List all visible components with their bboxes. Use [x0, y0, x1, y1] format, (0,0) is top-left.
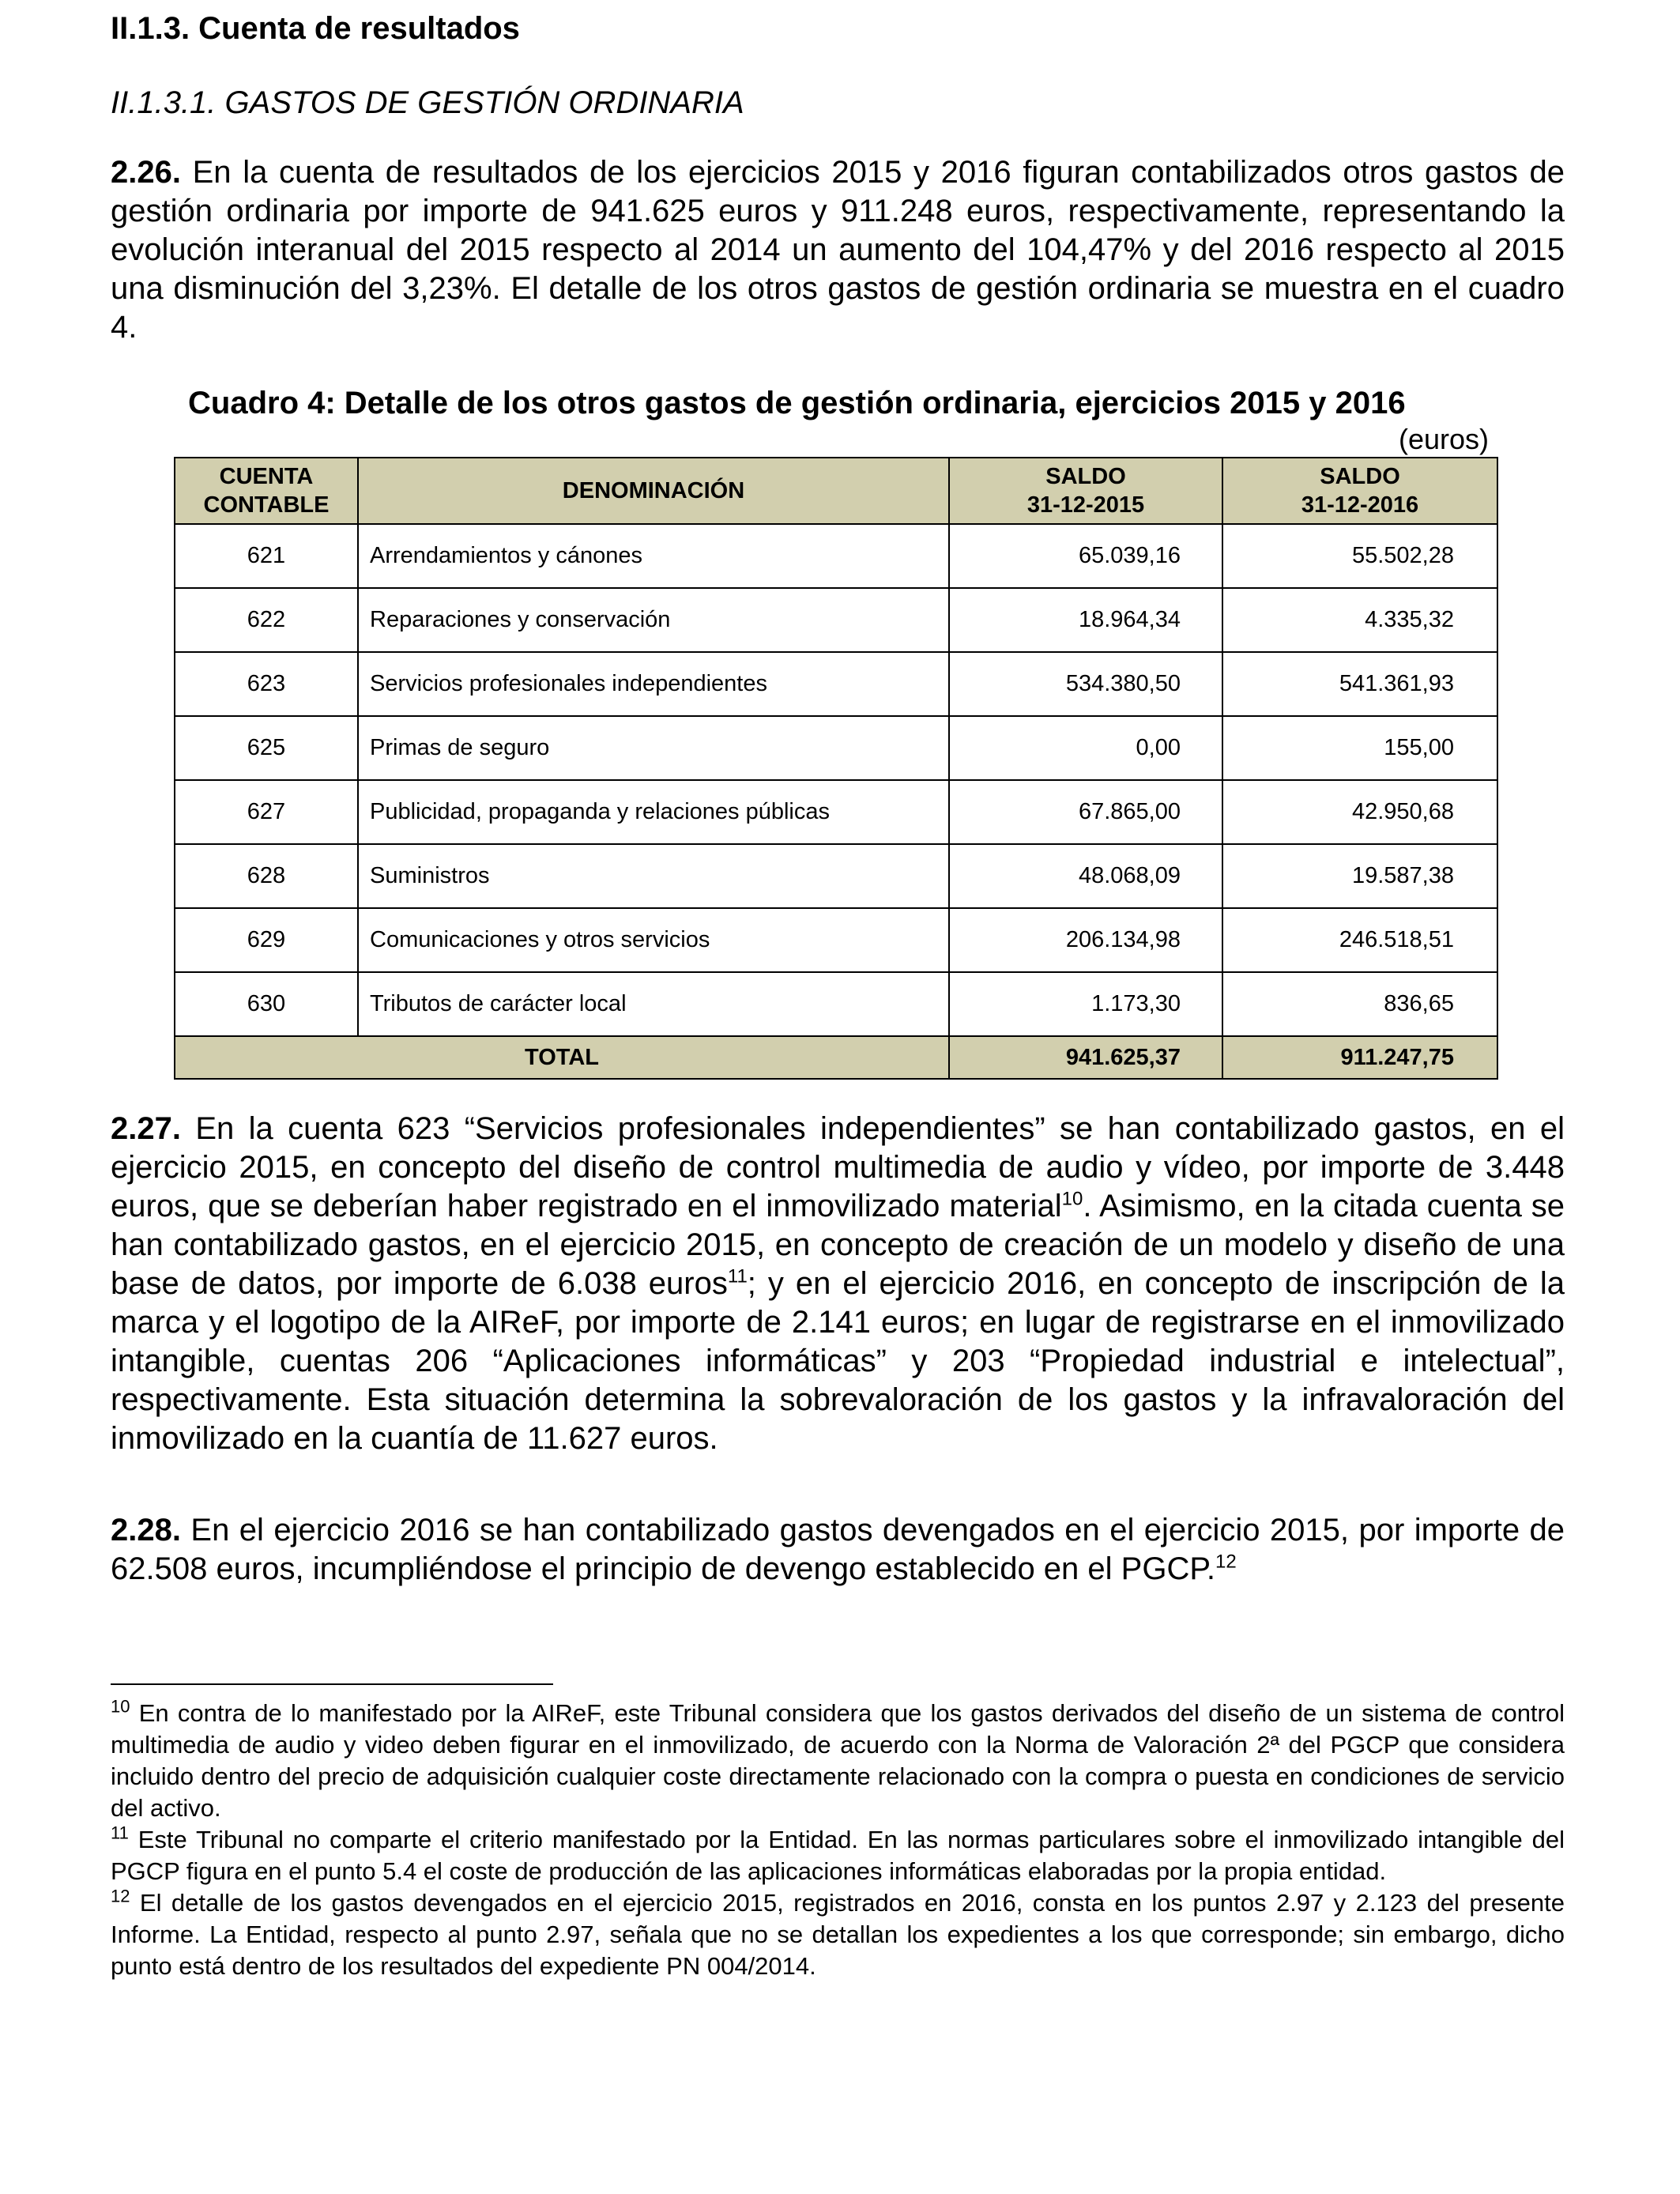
- footnote-ref[interactable]: 10: [1061, 1188, 1083, 1210]
- footnote-ref[interactable]: 12: [1215, 1551, 1237, 1573]
- footnote-text: Este Tribunal no comparte el criterio manifestado por la Entidad. En las normas particulares sobre el inmovilizado intangible del PGCP figura en el punto 5.4 el coste de producción de las aplicaciones informáticas elaboradas por la propia entidad.: [111, 1826, 1565, 1885]
- table-caption: Cuadro 4: Detalle de los otros gastos de gestión ordinaria, ejercicios 2015 y 2016: [188, 386, 1406, 420]
- cell-saldo-2015: 18.964,34: [949, 588, 1222, 652]
- footnotes: [111, 1698, 1565, 1982]
- footnote-text: El detalle de los gastos devengados en el ejercicio 2015, registrados en 2016, consta en los puntos 2.97 y 2.123 del presente Informe. La Entidad, respecto al punto 2.97, señala que no se detallan los expedientes a los que corresponde; sin embargo, dicho punto está dentro de los resultados del expediente PN 004/2014.: [111, 1889, 1565, 1980]
- paragraph-number: 2.26.: [111, 155, 181, 190]
- cell-saldo-2016: 155,00: [1222, 716, 1497, 780]
- cell-name: Publicidad, propaganda y relaciones públicas: [358, 780, 949, 844]
- cell-account: 627: [175, 780, 358, 844]
- cell-account: 625: [175, 716, 358, 780]
- cell-saldo-2015: 534.380,50: [949, 652, 1222, 716]
- footnote-11: [111, 1824, 1565, 1887]
- cell-name: Suministros: [358, 844, 949, 908]
- header-account: [175, 458, 358, 524]
- header-name: [358, 458, 949, 524]
- cell-account: 621: [175, 524, 358, 588]
- subsection-heading: II.1.3.1. GASTOS DE GESTIÓN ORDINARIA: [111, 85, 744, 120]
- cell-saldo-2015: 65.039,16: [949, 524, 1222, 588]
- header-2016-line2: 31-12-2016: [1301, 492, 1419, 518]
- header-2015-line1: SALDO: [1045, 464, 1126, 489]
- cell-name: Primas de seguro: [358, 716, 949, 780]
- header-2016-line1: SALDO: [1320, 464, 1400, 489]
- cell-account: 623: [175, 652, 358, 716]
- table-row: [175, 652, 1497, 716]
- header-account-line1: CUENTA: [219, 464, 314, 489]
- total-2016: 911.247,75: [1222, 1036, 1497, 1079]
- footnote-separator: [111, 1683, 553, 1685]
- cell-account: 622: [175, 588, 358, 652]
- footnote-number: 12: [111, 1886, 130, 1906]
- cell-saldo-2016: 4.335,32: [1222, 588, 1497, 652]
- paragraph-2-26: [111, 153, 1565, 347]
- table-row: [175, 908, 1497, 972]
- table-body: [175, 524, 1497, 1036]
- paragraph-2-27: [111, 1110, 1565, 1458]
- cell-saldo-2015: 206.134,98: [949, 908, 1222, 972]
- footnote-text: En contra de lo manifestado por la AIReF, este Tribunal considera que los gastos derivados del diseño de un sistema de control multimedia de audio y video deben figurar en el inmovilizado, de acuerdo con la Norma de Valoración 2ª del PGCP que considera incluido dentro del precio de adquisición cualquier coste directamente relacionado con la compra o puesta en condiciones de servicio del activo.: [111, 1699, 1565, 1822]
- expenses-table: [174, 457, 1498, 1080]
- cell-account: 630: [175, 972, 358, 1036]
- paragraph-text: En la cuenta 623 “Servicios profesionales independientes” se han contabilizado gastos, en el ejercicio 2015, en concepto del diseño de control multimedia de audio y vídeo, por importe de 3.448 euros, que se deberían haber registrado en el inmovilizado material: [111, 1111, 1565, 1223]
- cell-name: Comunicaciones y otros servicios: [358, 908, 949, 972]
- cell-saldo-2016: 42.950,68: [1222, 780, 1497, 844]
- table-row: [175, 972, 1497, 1036]
- table-row: [175, 780, 1497, 844]
- paragraph-2-28: [111, 1511, 1565, 1589]
- footnote-12: [111, 1887, 1565, 1982]
- cell-name: Servicios profesionales independientes: [358, 652, 949, 716]
- table-row: [175, 524, 1497, 588]
- paragraph-number: 2.27.: [111, 1111, 181, 1146]
- total-label: TOTAL: [175, 1036, 949, 1079]
- cell-saldo-2015: 1.173,30: [949, 972, 1222, 1036]
- paragraph-text: En el ejercicio 2016 se han contabilizado gastos devengados en el ejercicio 2015, por importe de 62.508 euros, incumpliéndose el principio de devengo establecido en el PGCP.: [111, 1513, 1565, 1586]
- table-header-row: [175, 458, 1497, 524]
- cell-name: Arrendamientos y cánones: [358, 524, 949, 588]
- footnote-10: [111, 1698, 1565, 1824]
- cell-saldo-2016: 55.502,28: [1222, 524, 1497, 588]
- cell-saldo-2015: 0,00: [949, 716, 1222, 780]
- footnote-number: 11: [111, 1823, 129, 1843]
- cell-saldo-2015: 67.865,00: [949, 780, 1222, 844]
- paragraph-text: En la cuenta de resultados de los ejercicios 2015 y 2016 figuran contabilizados otros gastos de gestión ordinaria por importe de 941.625 euros y 911.248 euros, respectivamente, representando la evolución interanual del 2015 respecto al 2014 un aumento del 104,47% y del 2016 respecto al 2015 una disminución del 3,23%. El detalle de los otros gastos de gestión ordinaria se muestra en el cuadro 4.: [111, 155, 1565, 345]
- header-saldo-2016: [1222, 458, 1497, 524]
- cell-saldo-2016: 541.361,93: [1222, 652, 1497, 716]
- paragraph-text: . Asimismo, en la citada cuenta se han contabilizado gastos, en el ejercicio 2015, en concepto de creación de un modelo y diseño de una base de datos, por importe de 6.038 euros: [111, 1189, 1565, 1301]
- table-row: [175, 716, 1497, 780]
- paragraph-text: ; y en el ejercicio 2016, en concepto de inscripción de la marca y el logotipo de la AIReF, por importe de 2.141 euros; en lugar de registrarse en el inmovilizado intangible, cuentas 206 “Aplicaciones informáticas” y 203 “Propiedad industrial e intelectual”, respectivamente. Esta situación determina la sobrevaloración de los gastos y la infravaloración del inmovilizado en la cuantía de 11.627 euros.: [111, 1266, 1565, 1456]
- paragraph-number: 2.28.: [111, 1513, 181, 1547]
- footnote-number: 10: [111, 1696, 130, 1717]
- cell-saldo-2016: 19.587,38: [1222, 844, 1497, 908]
- table-row: [175, 844, 1497, 908]
- header-saldo-2015: [949, 458, 1222, 524]
- cell-name: Reparaciones y conservación: [358, 588, 949, 652]
- footnote-ref[interactable]: 11: [727, 1265, 748, 1287]
- cell-saldo-2016: 836,65: [1222, 972, 1497, 1036]
- cell-saldo-2015: 48.068,09: [949, 844, 1222, 908]
- cell-account: 628: [175, 844, 358, 908]
- total-2015: 941.625,37: [949, 1036, 1222, 1079]
- header-2015-line2: 31-12-2015: [1026, 492, 1145, 518]
- cell-name: Tributos de carácter local: [358, 972, 949, 1036]
- table-units: (euros): [1399, 423, 1490, 455]
- section-heading: II.1.3. Cuenta de resultados: [111, 11, 520, 46]
- header-account-line2: CONTABLE: [203, 492, 330, 518]
- table-row: [175, 588, 1497, 652]
- cell-account: 629: [175, 908, 358, 972]
- cell-saldo-2016: 246.518,51: [1222, 908, 1497, 972]
- table-total-row: [175, 1036, 1497, 1079]
- header-name-text: DENOMINACIÓN: [562, 478, 745, 503]
